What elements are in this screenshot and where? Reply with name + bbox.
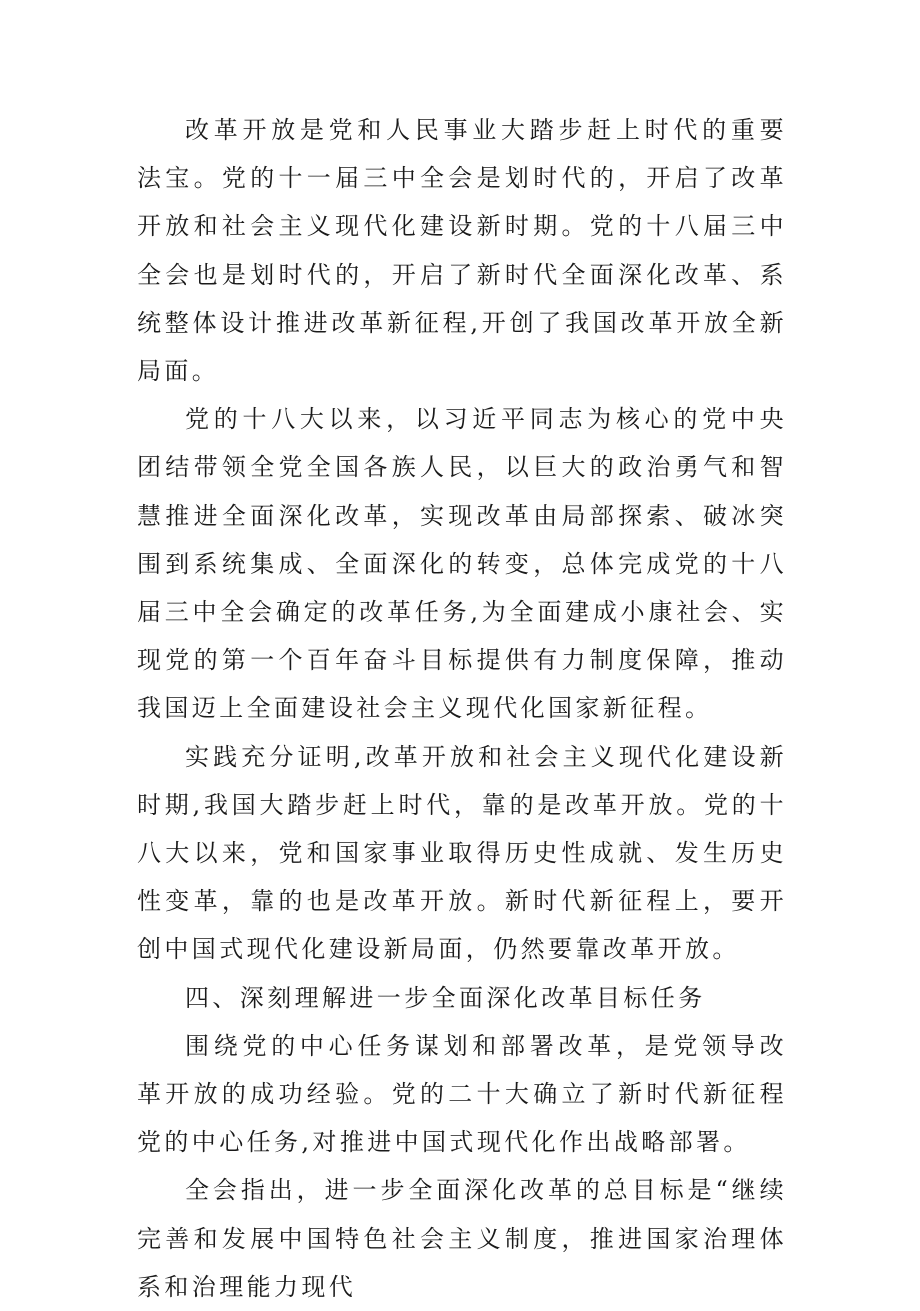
- section-heading: 四、深刻理解进一步全面深化改革目标任务: [185, 983, 706, 1012]
- document-page: [137, 106, 787, 1311]
- paragraph-3: 实践充分证明,改革开放和社会主义现代化建设新时期,我国大踏步赶上时代，靠的是改革开放。党的十八大以来，党和国家事业取得历史性成就、发生历史性变革，靠的也是改革开放。新时代新征程上，要开创中国式现代化建设新局面，仍然要靠改革开放。: [137, 742, 787, 964]
- paragraph-5: 全会指出，进一步全面深化改革的总目标是“继续完善和发展中国特色社会主义制度，推进国家治理体系和治理能力现代: [137, 1176, 787, 1301]
- paragraph-4: 围绕党的中心任务谋划和部署改革，是党领导改革开放的成功经验。党的二十大确立了新时代新征程党的中心任务,对推进中国式现代化作出战略部署。: [137, 1031, 787, 1157]
- paragraph-2: 党的十八大以来，以习近平同志为核心的党中央团结带领全党全国各族人民，以巨大的政治勇气和智慧推进全面深化改革，实现改革由局部探索、破冰突围到系统集成、全面深化的转变，总体完成党的十八届三中全会确定的改革任务,为全面建成小康社会、实现党的第一个百年奋斗目标提供有力制度保障，推动我国迈上全面建设社会主义现代化国家新征程。: [137, 405, 787, 723]
- paragraph-1: 改革开放是党和人民事业大踏步赶上时代的重要法宝。党的十一届三中全会是划时代的，开启了改革开放和社会主义现代化建设新时期。党的十八届三中全会也是划时代的，开启了新时代全面深化改革、系统整体设计推进改革新征程,开创了我国改革开放全新局面。: [137, 116, 787, 386]
